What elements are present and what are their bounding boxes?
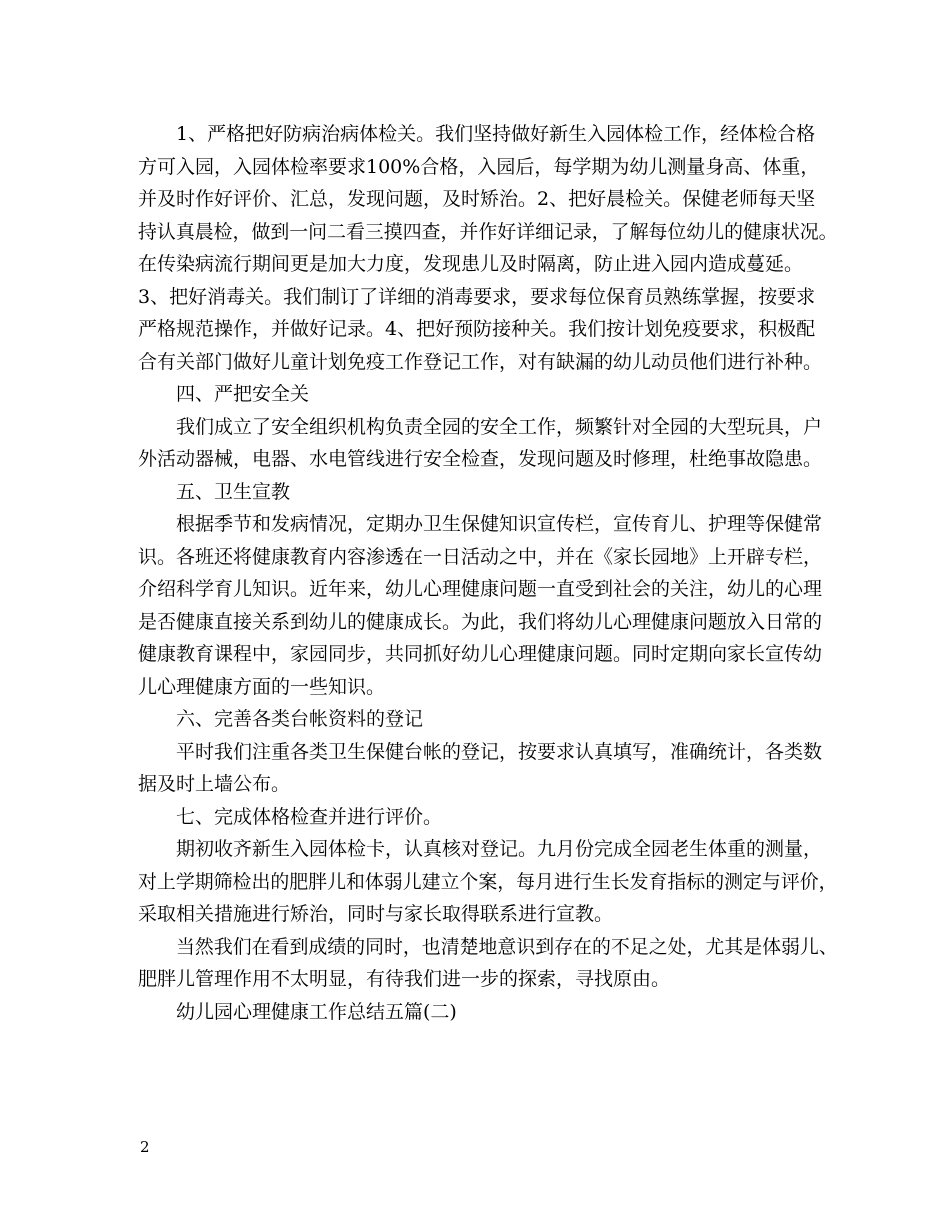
- body-line: 外活动器械，电器、水电管线进行安全检查，发现问题及时修理，杜绝事故隐患。: [138, 448, 823, 470]
- section-heading-safety: 四、严把安全关: [176, 383, 310, 405]
- body-line: 并及时作好评价、汇总，发现问题，及时矫治。2、把好晨检关。保健老师每天坚: [138, 188, 816, 210]
- body-line: 1、严格把好防病治病体检关。我们坚持做好新生入园体检工作，经体检合格: [176, 123, 816, 145]
- body-line: 对上学期筛检出的肥胖儿和体弱儿建立个案，每月进行生长发育指标的测定与评价，: [138, 870, 838, 893]
- body-line: 儿心理健康方面的一些知识。: [138, 675, 386, 698]
- next-article-title: 幼儿园心理健康工作总结五篇(二): [176, 1000, 457, 1023]
- section-heading-health-education: 五、卫生宣教: [176, 480, 291, 503]
- body-line: 采取相关措施进行矫治，同时与家长取得联系进行宣教。: [138, 903, 614, 925]
- body-line: 当然我们在看到成绩的同时，也清楚地意识到存在的不足之处，尤其是体弱儿、: [176, 935, 838, 958]
- body-line: 识。各班还将健康教育内容渗透在一日活动之中，并在《家长园地》上开辟专栏，: [138, 545, 823, 568]
- body-line: 在传染病流行期间更是加大力度，发现患儿及时隔离，防止进入园内造成蔓延。: [138, 253, 804, 275]
- body-line: 持认真晨检，做到一问二看三摸四查，并作好详细记录，了解每位幼儿的健康状况。: [138, 220, 838, 243]
- body-line: 肥胖儿管理作用不太明显，有待我们进一步的探索，寻找原由。: [138, 968, 671, 990]
- body-line: 根据季节和发病情况，定期办卫生保健知识宣传栏，宣传育儿、护理等保健常: [176, 513, 823, 535]
- body-line: 健康教育课程中，家园同步，共同抓好幼儿心理健康问题。同时定期向家长宣传幼: [138, 643, 823, 665]
- body-line: 是否健康直接关系到幼儿的健康成长。为此，我们将幼儿心理健康问题放入日常的: [138, 610, 823, 633]
- body-line: 3、把好消毒关。我们制订了详细的消毒要求，要求每位保育员熟练掌握，按要求: [138, 285, 816, 308]
- page-number: 2: [140, 1138, 150, 1156]
- section-heading-records: 六、完善各类台帐资料的登记: [176, 708, 424, 730]
- body-line: 期初收齐新生入园体检卡，认真核对登记。九月份完成全园老生体重的测量，: [176, 838, 823, 860]
- body-line: 方可入园，入园体检率要求100%合格，入园后，每学期为幼儿测量身高、体重，: [138, 155, 820, 178]
- body-line: 据及时上墙公布。: [138, 773, 291, 795]
- body-line: 介绍科学育儿知识。近年来，幼儿心理健康问题一直受到社会的关注，幼儿的心理: [138, 578, 823, 600]
- body-line: 平时我们注重各类卫生保健台帐的登记，按要求认真填写，准确统计，各类数: [176, 740, 823, 763]
- body-line: 我们成立了安全组织机构负责全园的安全工作，频繁针对全园的大型玩具，户: [176, 415, 823, 438]
- document-body: [138, 118, 838, 1028]
- section-heading-physical-exam: 七、完成体格检查并进行评价。: [176, 805, 443, 828]
- body-line: 合有关部门做好儿童计划免疫工作登记工作，对有缺漏的幼儿动员他们进行补种。: [138, 350, 823, 373]
- body-line: 严格规范操作，并做好记录。4、把好预防接种关。我们按计划免疫要求，积极配: [138, 318, 816, 340]
